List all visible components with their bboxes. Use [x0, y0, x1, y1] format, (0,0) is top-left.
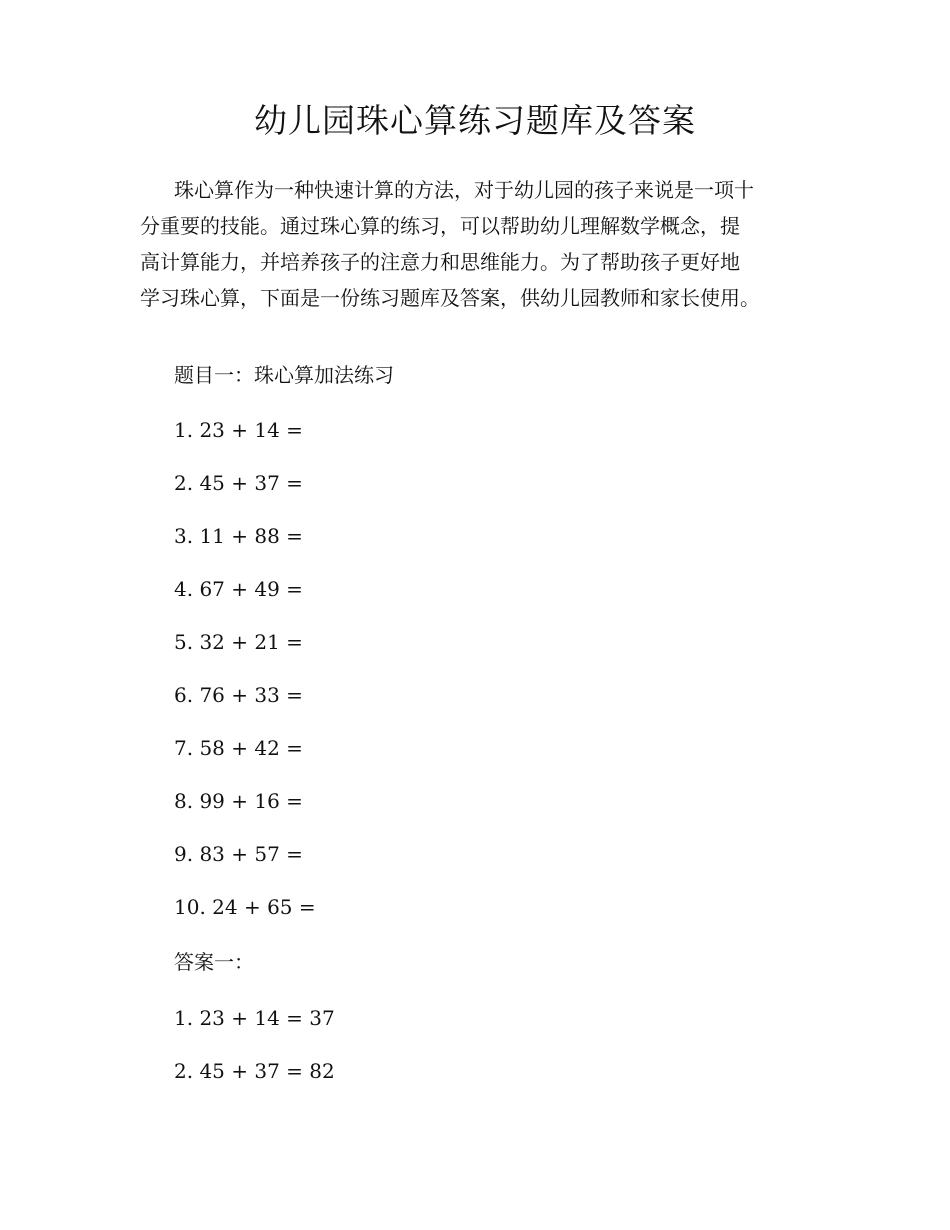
answer-item: 2. 45 + 37 = 82: [174, 1059, 335, 1083]
question-item: 6. 76 + 33 =: [174, 683, 303, 707]
section-heading-answers: 答案一：: [174, 950, 254, 974]
question-item: 5. 32 + 21 =: [174, 630, 303, 654]
question-item: 7. 58 + 42 =: [174, 736, 303, 760]
intro-line: 高计算能力，并培养孩子的注意力和思维能力。为了帮助孩子更好地: [140, 250, 740, 274]
question-item: 1. 23 + 14 =: [174, 418, 303, 442]
question-item: 10. 24 + 65 =: [174, 895, 316, 919]
page-title: 幼儿园珠心算练习题库及答案: [254, 101, 696, 140]
question-item: 3. 11 + 88 =: [174, 524, 303, 548]
section-heading-questions: 题目一：珠心算加法练习: [174, 363, 394, 387]
intro-line: 分重要的技能。通过珠心算的练习，可以帮助幼儿理解数学概念，提: [140, 214, 740, 238]
answer-item: 1. 23 + 14 = 37: [174, 1006, 335, 1030]
question-item: 9. 83 + 57 =: [174, 842, 303, 866]
intro-line: 学习珠心算，下面是一份练习题库及答案，供幼儿园教师和家长使用。: [140, 286, 760, 310]
question-item: 8. 99 + 16 =: [174, 789, 303, 813]
intro-paragraph: [140, 172, 830, 316]
intro-line: 珠心算作为一种快速计算的方法，对于幼儿园的孩子来说是一项十: [174, 178, 754, 202]
question-item: 4. 67 + 49 =: [174, 577, 303, 601]
question-item: 2. 45 + 37 =: [174, 471, 303, 495]
